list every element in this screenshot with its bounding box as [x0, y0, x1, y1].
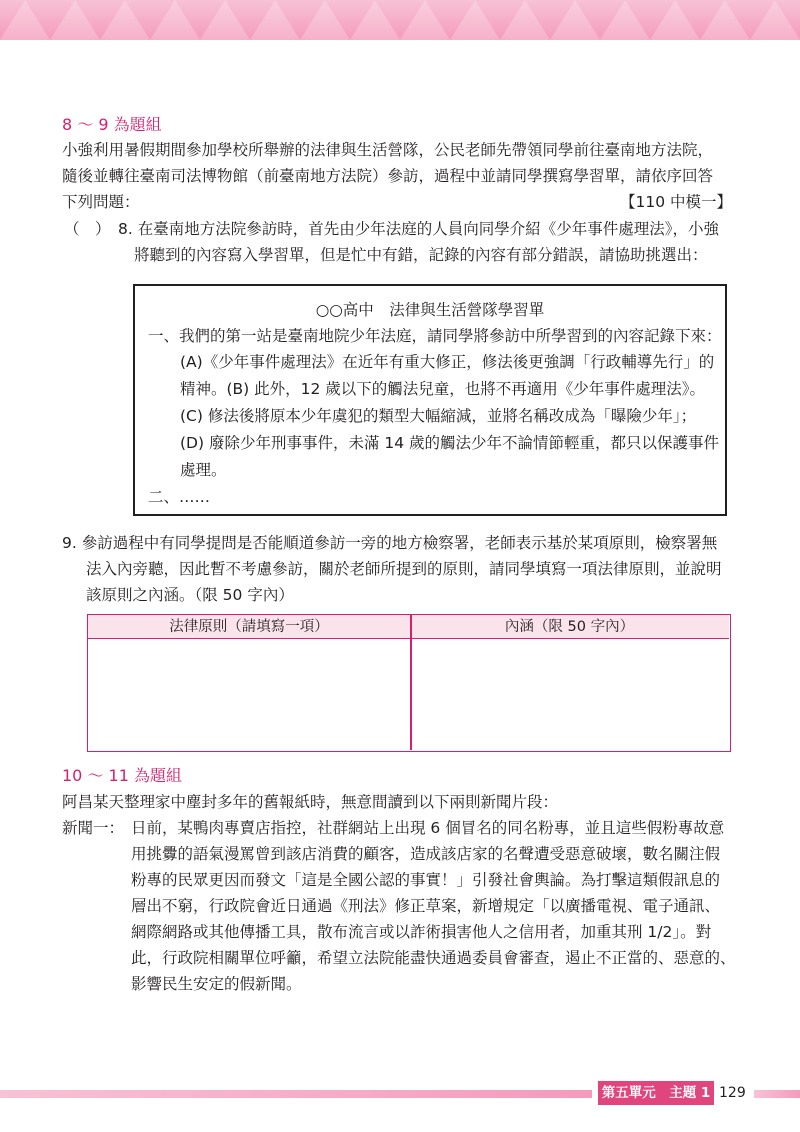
unit-tag: 第五單元 主題 1 [598, 1081, 714, 1105]
page-number: 129 [719, 1085, 746, 1101]
table-header-meaning: 內涵（限 50 字內） [410, 615, 729, 639]
worksheet-line: 精神。(B) 此外，12 歲以下的觸法兒童，也將不再適用《少年事件處理法》。 [180, 380, 706, 398]
header-triangle-pattern [0, 0, 800, 40]
q9-line: 法入內旁聽，因此暫不考慮參訪，關於老師所提到的原則，請同學填寫一項法律原則，並說明 [86, 560, 722, 578]
group-intro-line: 下列問題： [62, 193, 140, 211]
q9-line: 該原則之內涵。（限 50 字內） [86, 586, 294, 604]
group-title-10-11: 10 ～ 11 為題組 [62, 766, 182, 785]
group-title-8-9: 8 ～ 9 為題組 [62, 115, 162, 134]
news1-line: 網際網路或其他傳播工具，散布流言或以詐術損害他人之信用者，加重其刑 1/2」。對 [131, 923, 712, 941]
q8-answer-paren: （ ） [64, 220, 111, 238]
worksheet-line: 處理。 [180, 461, 227, 479]
answer-table [87, 614, 731, 752]
news1-line: 粉專的民眾更因而發文「這是全國公認的事實！」引發社會輿論。為打擊這類假訊息的 [131, 871, 721, 889]
q8-line: 8. 在臺南地方法院參訪時，首先由少年法庭的人員向同學介紹《少年事件處理法》，小強 [118, 220, 719, 238]
group2-intro: 阿昌某天整理家中塵封多年的舊報紙時，無意間讀到以下兩則新聞片段： [62, 793, 559, 811]
answer-cell-meaning[interactable] [412, 639, 729, 749]
table-header-principle: 法律原則（請填寫一項） [88, 615, 410, 639]
news1-line: 日前，某鴨肉專賣店指控，社群網站上出現 6 個冒名的同名粉專，並且這些假粉專故意 [131, 819, 725, 837]
footer-bar-right [754, 1090, 800, 1098]
group-intro-line: 小強利用暑假期間參加學校所舉辦的法律與生活營隊，公民老師先帶領同學前往臺南地方法院， [62, 141, 714, 159]
worksheet-line: (C) 修法後將原本少年虞犯的類型大幅縮減，並將名稱改成為「曝險少年」； [180, 407, 697, 425]
news1-line: 影響民生安定的假新聞。 [131, 975, 302, 993]
news1-line: 用挑釁的語氣漫罵曾到該店消費的顧客，造成該店家的名聲遭受惡意破壞，數名關注假 [131, 845, 721, 863]
news1-line: 此，行政院相關單位呼籲，希望立法院能盡快通過委員會審查，遏止不正當的、惡意的、 [131, 949, 736, 967]
worksheet-item-1: 一、我們的第一站是臺南地院少年法庭，請同學將參訪中所學習到的內容記錄下來： [148, 327, 722, 345]
worksheet-line: (A)《少年事件處理法》在近年有重大修正，修法後更強調「行政輔導先行」的 [180, 353, 715, 371]
group-intro-line: 隨後並轉往臺南司法博物館（前臺南地方法院）參訪，過程中並請同學撰寫學習單，請依序回答 [62, 167, 714, 185]
news1-line: 層出不窮，行政院會近日通過《刑法》修正草案，新增規定「以廣播電視、電子通訊、 [131, 897, 721, 915]
worksheet-line: (D) 廢除少年刑事事件，未滿 14 歲的觸法少年不論情節輕重，都只以保護事件 [180, 434, 720, 452]
q9-line: 9. 參訪過程中有同學提問是否能順道參訪一旁的地方檢察署，老師表示基於某項原則，檢察署無 [62, 534, 718, 552]
source-tag: 【110 中模一】 [619, 193, 732, 211]
q8-line: 將聽到的內容寫入學習單，但是忙中有錯，記錄的內容有部分錯誤，請協助挑選出： [134, 246, 708, 264]
worksheet-item-2: 二、…… [148, 488, 211, 506]
footer-bar-left [0, 1090, 592, 1098]
news1-label: 新聞一： [62, 819, 125, 837]
header-band [0, 0, 800, 40]
worksheet-title: ○○高中 法律與生活營隊學習單 [315, 301, 545, 319]
answer-cell-principle[interactable] [88, 639, 410, 749]
